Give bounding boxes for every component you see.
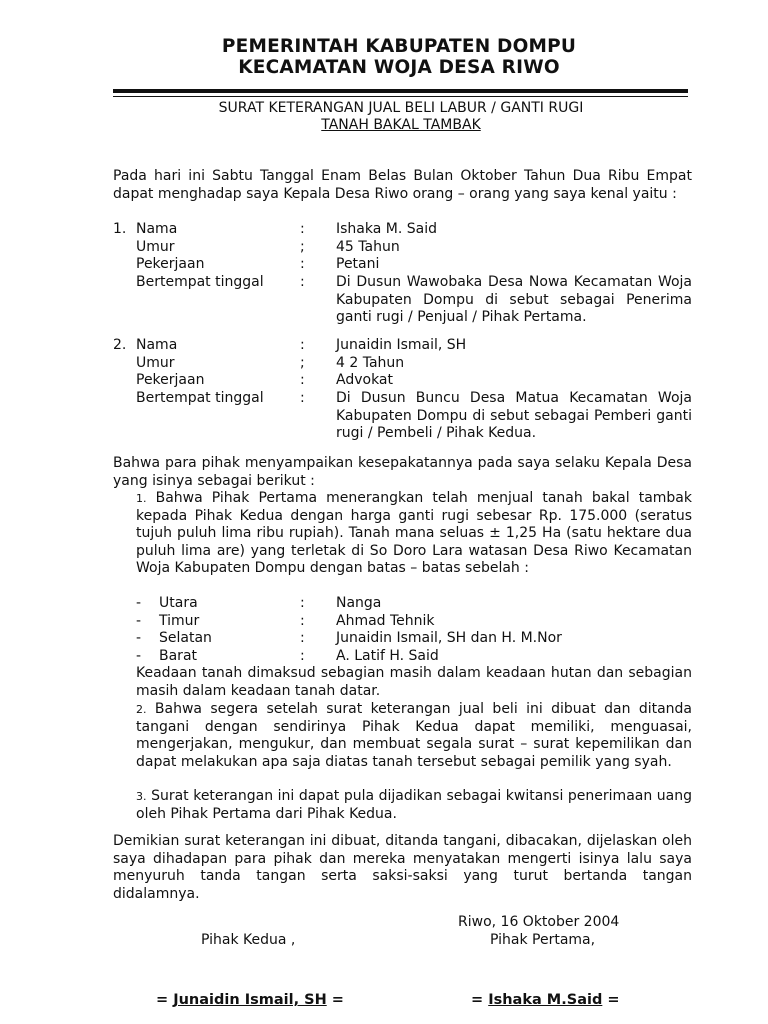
field-label: Nama: [136, 337, 178, 353]
first-party-name: Ishaka M.Said: [488, 992, 603, 1008]
party-number: 2.: [113, 337, 127, 353]
field-label: Umur: [136, 239, 175, 255]
second-party-signature: = Junaidin Ismail, SH =: [156, 992, 344, 1008]
field-label: Umur: [136, 355, 175, 371]
land-condition: Keadaan tanah dimaksud sebagian masih dalam keadaan hutan dan sebagian masih dalam keadaan tanah datar.: [136, 665, 692, 699]
field-separator: :: [300, 648, 305, 664]
field-separator: :: [300, 221, 305, 237]
field-value: Di Dusun Wawobaka Desa Nowa Kecamatan Woja Kabupaten Dompu di sebut sebagai Penerima ganti rugi / Penjual / Pihak Pertama.: [336, 274, 692, 326]
point-text: Surat keterangan ini dapat pula dijadikan sebagai kwitansi penerimaan uang oleh Pihak Pertama dari Pihak Kedua.: [136, 788, 692, 822]
letter-title: SURAT KETERANGAN JUAL BELI LABUR / GANTI RUGI: [218, 100, 584, 116]
field-label: Bertempat tinggal: [136, 390, 264, 406]
border-dash: -: [136, 595, 142, 611]
intro-paragraph: Pada hari ini Sabtu Tanggal Enam Belas Bulan Oktober Tahun Dua Ribu Empat dapat menghadap saya Kepala Desa Riwo orang – orang yang saya kenal yaitu :: [113, 168, 692, 202]
second-party-role: Pihak Kedua ,: [201, 932, 296, 948]
field-value: Junaidin Ismail, SH: [336, 337, 467, 353]
point-number: 2.: [136, 703, 147, 716]
field-value: Ishaka M. Said: [336, 221, 437, 237]
header-rule-thick: [113, 89, 688, 93]
field-label: Nama: [136, 221, 178, 237]
agreement-intro: Bahwa para pihak menyampaikan kesepakatannya pada saya selaku Kepala Desa yang isinya sebagai berikut :: [113, 455, 692, 489]
field-separator: :: [300, 256, 305, 272]
field-value: 4 2 Tahun: [336, 355, 405, 371]
header-government: PEMERINTAH KABUPATEN DOMPU: [221, 36, 577, 57]
field-separator: :: [300, 613, 305, 629]
field-separator: :: [300, 274, 305, 290]
field-label: Pekerjaan: [136, 372, 205, 388]
border-dash: -: [136, 630, 142, 646]
field-separator: :: [300, 595, 305, 611]
field-separator: :: [300, 372, 305, 388]
field-separator: :: [300, 630, 305, 646]
agreement-point-3: [136, 788, 692, 823]
point-number: 3.: [136, 790, 147, 803]
field-separator: ;: [300, 355, 305, 371]
border-value: A. Latif H. Said: [336, 648, 439, 664]
field-separator: :: [300, 390, 305, 406]
header-rule-thin: [113, 96, 688, 97]
first-party-role: Pihak Pertama,: [490, 932, 596, 948]
letter-subtitle: TANAH BAKAL TAMBAK: [321, 117, 481, 133]
point-number: 1.: [136, 492, 147, 505]
field-value: Petani: [336, 256, 380, 272]
party-number: 1.: [113, 221, 127, 237]
border-dash: -: [136, 648, 142, 664]
border-dash: -: [136, 613, 142, 629]
field-label: Pekerjaan: [136, 256, 205, 272]
field-value: 45 Tahun: [336, 239, 400, 255]
first-party-signature: = Ishaka M.Said =: [471, 992, 620, 1008]
border-direction: Timur: [159, 613, 200, 629]
field-value: Di Dusun Buncu Desa Matua Kecamatan Woja Kabupaten Dompu di sebut sebagai Pemberi ganti rugi / Pembeli / Pihak Kedua.: [336, 390, 692, 442]
point-text: Bahwa segera setelah surat keterangan jual beli ini dibuat dan ditanda tangani dengan sendirinya Pihak Kedua dapat memiliki, menguasai, mengerjakan, mengukur, dan membuat segala surat – surat kepemilikan dan dapat melakukan apa saja diatas tanah tersebut sebagai pemilik yang syah.: [136, 701, 693, 770]
field-separator: :: [300, 337, 305, 353]
field-value: Advokat: [336, 372, 393, 388]
place-date: Riwo, 16 Oktober 2004: [458, 914, 620, 930]
field-label: Bertempat tinggal: [136, 274, 264, 290]
closing-paragraph: Demikian surat keterangan ini dibuat, ditanda tangani, dibacakan, dijelaskan oleh saya dihadapan para pihak dan mereka menyatakan mengerti isinya lalu saya menyuruh tanda tangan serta saksi-saksi yang turut bertanda tangan didalamnya.: [113, 833, 692, 902]
border-direction: Barat: [159, 648, 198, 664]
agreement-point-1: [136, 490, 692, 578]
border-value: Nanga: [336, 595, 382, 611]
point-text: Bahwa Pihak Pertama menerangkan telah menjual tanah bakal tambak kepada Pihak Kedua dengan harga ganti rugi sebesar Rp. 175.000 (seratus tujuh puluh lima ribu rupiah). Tanah mana seluas ± 1,25 Ha (satu hektare dua puluh lima are) yang terletak di So Doro Lara watasan Desa Riwo Kecamatan Woja Kabupaten Dompu dengan batas – batas sebelah :: [136, 490, 692, 577]
header-village: KECAMATAN WOJA DESA RIWO: [238, 57, 560, 78]
second-party-name: Junaidin Ismail, SH: [173, 992, 327, 1008]
border-direction: Selatan: [159, 630, 212, 646]
field-separator: ;: [300, 239, 305, 255]
border-value: Junaidin Ismail, SH dan H. M.Nor: [336, 630, 562, 646]
agreement-point-2: [136, 701, 692, 771]
border-value: Ahmad Tehnik: [336, 613, 435, 629]
border-direction: Utara: [159, 595, 198, 611]
